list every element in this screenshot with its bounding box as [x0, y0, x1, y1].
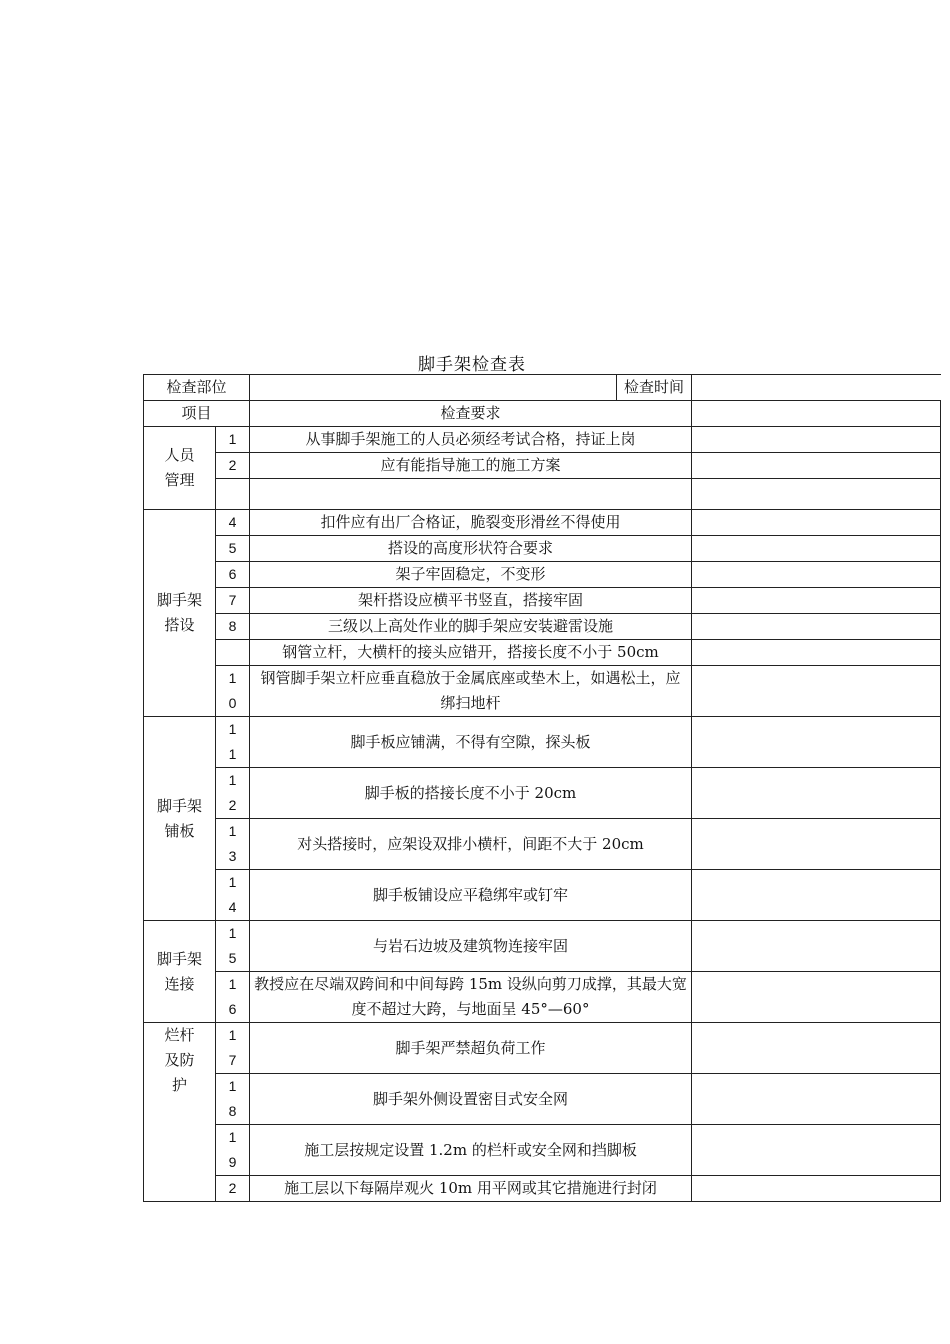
result-cell[interactable]	[692, 870, 941, 921]
table-row	[144, 717, 941, 768]
requirement-text: 与岩石边坡及建筑物连接牢固	[250, 921, 692, 972]
result-cell[interactable]	[692, 401, 941, 427]
row-number: 12	[216, 768, 250, 819]
header-row-columns	[144, 401, 941, 427]
result-cell[interactable]	[692, 921, 941, 972]
row-number: 18	[216, 1074, 250, 1125]
requirement-text: 施工层以下每隔岸观火 10m 用平网或其它措施进行封闭	[250, 1176, 692, 1202]
requirement-text: 对头搭接时，应架设双排小横杆，间距不大于 20cm	[250, 819, 692, 870]
row-number: 6	[216, 562, 250, 588]
requirement-text: 脚手板应铺满，不得有空隙，探头板	[250, 717, 692, 768]
requirement-text: 脚手板的搭接长度不小于 20cm	[250, 768, 692, 819]
result-cell[interactable]	[692, 479, 941, 510]
table-row	[144, 479, 941, 510]
header-row-location	[144, 375, 941, 401]
document-title: 脚手架检查表	[418, 355, 526, 375]
requirement-text	[250, 479, 692, 510]
result-cell[interactable]	[692, 666, 941, 717]
row-number: 7	[216, 588, 250, 614]
row-number: 1	[216, 427, 250, 453]
row-number	[216, 479, 250, 510]
table-row	[144, 588, 941, 614]
requirement-text: 架杆搭设应横平书竖直，搭接牢固	[250, 588, 692, 614]
result-cell[interactable]	[692, 588, 941, 614]
result-cell[interactable]	[692, 819, 941, 870]
category-boards: 脚手架铺板	[144, 717, 216, 921]
category-erection: 脚手架搭设	[144, 510, 216, 717]
table-row	[144, 768, 941, 819]
result-cell[interactable]	[692, 536, 941, 562]
table-row	[144, 1023, 941, 1074]
table-row	[144, 562, 941, 588]
time-label: 检查时间	[617, 375, 692, 401]
row-number: 2	[216, 453, 250, 479]
location-label: 检查部位	[144, 375, 250, 401]
requirement-text: 应有能指导施工的施工方案	[250, 453, 692, 479]
table-row	[144, 427, 941, 453]
requirement-text: 从事脚手架施工的人员必须经考试合格，持证上岗	[250, 427, 692, 453]
row-number: 19	[216, 1125, 250, 1176]
table-row	[144, 453, 941, 479]
result-cell[interactable]	[692, 1074, 941, 1125]
row-number: 13	[216, 819, 250, 870]
result-cell[interactable]	[692, 427, 941, 453]
row-number: 4	[216, 510, 250, 536]
category-railing: 烂杆及防护	[144, 1023, 216, 1202]
requirement-text: 施工层按规定设置 1.2m 的栏杆或安全网和挡脚板	[250, 1125, 692, 1176]
table-row	[144, 536, 941, 562]
result-cell[interactable]	[692, 1176, 941, 1202]
requirement-text: 三级以上高处作业的脚手架应安装避雷设施	[250, 614, 692, 640]
requirement-text: 钢管立杆，大横杆的接头应错开，搭接长度不小于 50cm	[250, 640, 692, 666]
row-number: 16	[216, 972, 250, 1023]
requirement-text: 搭设的高度形状符合要求	[250, 536, 692, 562]
table-row	[144, 972, 941, 1023]
category-connection: 脚手架连接	[144, 921, 216, 1023]
table-row	[144, 510, 941, 536]
table-row	[144, 921, 941, 972]
time-value[interactable]	[692, 375, 941, 401]
result-cell[interactable]	[692, 453, 941, 479]
result-cell[interactable]	[692, 1023, 941, 1074]
table-row	[144, 666, 941, 717]
table-row	[144, 1176, 941, 1202]
result-cell[interactable]	[692, 510, 941, 536]
result-cell[interactable]	[692, 768, 941, 819]
requirement-text: 扣件应有出厂合格证，脆裂变形滑丝不得使用	[250, 510, 692, 536]
requirement-text: 架子牢固稳定，不变形	[250, 562, 692, 588]
row-number: 14	[216, 870, 250, 921]
table-row	[144, 640, 941, 666]
table-row	[144, 819, 941, 870]
row-number: 17	[216, 1023, 250, 1074]
requirement-text: 脚手架严禁超负荷工作	[250, 1023, 692, 1074]
row-number	[216, 640, 250, 666]
column-item-header: 项目	[144, 401, 250, 427]
result-cell[interactable]	[692, 1125, 941, 1176]
column-requirement-header: 检查要求	[250, 401, 692, 427]
result-cell[interactable]	[692, 562, 941, 588]
inspection-table	[143, 374, 941, 1202]
result-cell[interactable]	[692, 717, 941, 768]
row-number: 8	[216, 614, 250, 640]
result-cell[interactable]	[692, 614, 941, 640]
category-personnel: 人员管理	[144, 427, 216, 510]
row-number: 10	[216, 666, 250, 717]
result-cell[interactable]	[692, 972, 941, 1023]
table-row	[144, 1074, 941, 1125]
requirement-text: 脚手架外侧设置密目式安全网	[250, 1074, 692, 1125]
requirement-text: 钢管脚手架立杆应垂直稳放于金属底座或垫木上，如遇松土，应绑扫地杆	[250, 666, 692, 717]
requirement-text: 脚手板铺设应平稳绑牢或钉牢	[250, 870, 692, 921]
row-number: 15	[216, 921, 250, 972]
requirement-text: 教授应在尽端双跨间和中间每跨 15m 设纵向剪刀成撑，其最大宽度不超过大跨，与地面呈 45°—60°	[250, 972, 692, 1023]
row-number: 2	[216, 1176, 250, 1202]
table-row	[144, 1125, 941, 1176]
row-number: 5	[216, 536, 250, 562]
table-row	[144, 870, 941, 921]
row-number: 11	[216, 717, 250, 768]
location-value[interactable]	[250, 375, 617, 401]
table-row	[144, 614, 941, 640]
result-cell[interactable]	[692, 640, 941, 666]
